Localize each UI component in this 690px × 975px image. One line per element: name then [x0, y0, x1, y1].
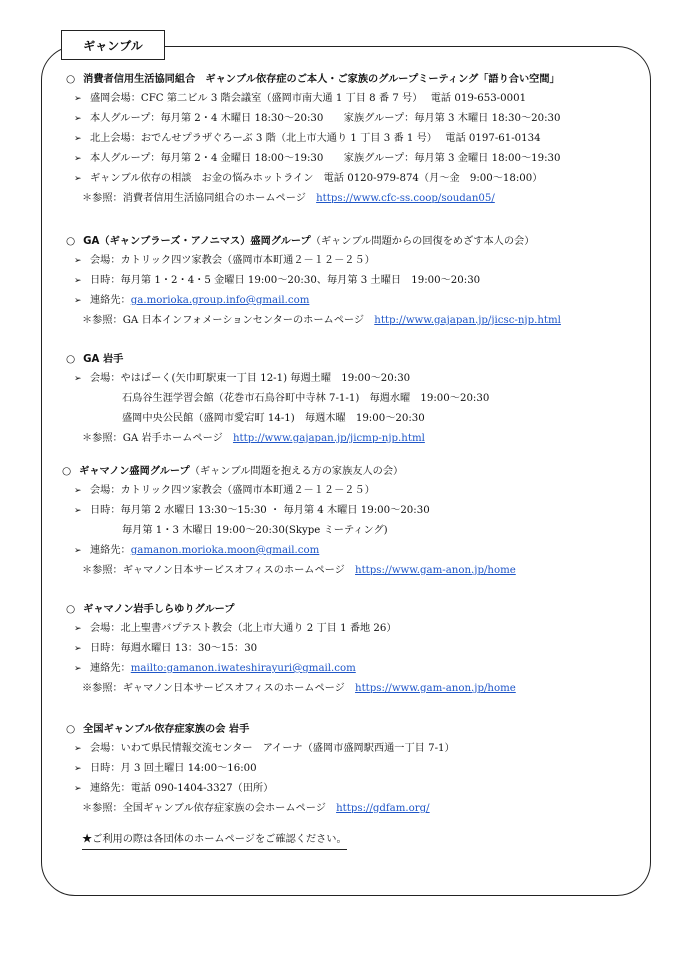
- homepage-link[interactable]: http://www.gajapan.jp/jicmp-njp.html: [232, 433, 425, 444]
- arrow-bullet-icon: ➢: [74, 174, 82, 184]
- reference-label: ＊参照：ギャマノン日本サービスオフィスのホームページ: [82, 565, 356, 576]
- info-text: 会場：カトリック四ツ家教会（盛岡市本町通２－１２－２５）: [90, 255, 375, 266]
- arrow-bullet-icon: ➢: [74, 154, 82, 164]
- info-line: [74, 782, 273, 796]
- reference-line: [82, 802, 430, 816]
- reference-label: ＊参照：GA 岩手ホームページ: [82, 433, 233, 444]
- homepage-link[interactable]: https://www.gam-anon.jp/home: [355, 683, 516, 694]
- contact-email-link[interactable]: gamanon.morioka.moon@gmail.com: [130, 545, 320, 556]
- info-text: 会場：やはぱーく(矢巾町駅東一丁目 12-1) 毎週土曜 19:00～20:30: [90, 373, 411, 384]
- section-subtitle: （ギャンブル問題を抱える方の家族友人の会）: [189, 466, 404, 477]
- circle-bullet-icon: ○: [66, 353, 76, 365]
- info-text: 盛岡会場：CFC 第二ビル 3 階会議室（盛岡市南大通 1 丁目 8 番 7 号） 電話 019-653-0001: [90, 93, 527, 104]
- circle-bullet-icon: ○: [66, 73, 76, 85]
- info-text: 本人グループ：毎月第 2・4 木曜日 18:30～20:30 家族グループ：毎月第 3 木曜日 18:30～20:30: [90, 113, 561, 124]
- section-heading: [66, 234, 534, 249]
- info-line: [74, 132, 541, 146]
- info-text: ギャンブル依存の相談 お金の悩みホットライン 電話 0120-979-874（月～金 9:00～18:00）: [90, 173, 543, 184]
- section-heading: [66, 352, 123, 367]
- info-line: [122, 412, 425, 426]
- info-line: [74, 662, 356, 676]
- info-line: [74, 254, 375, 268]
- reference-label: ＊参照：全国ギャンブル依存症家族の会ホームページ: [82, 803, 337, 814]
- arrow-bullet-icon: ➢: [74, 624, 82, 634]
- info-line: [74, 172, 542, 186]
- circle-bullet-icon: ○: [66, 603, 76, 615]
- info-text: 連絡先：電話 090-1404-3327（田所）: [90, 783, 274, 794]
- section-title: ギャマノン盛岡グループ: [79, 466, 190, 477]
- info-line: [74, 742, 455, 756]
- section-title: GA 岩手: [83, 354, 124, 365]
- homepage-link[interactable]: https://www.gam-anon.jp/home: [355, 565, 516, 576]
- section-heading: [66, 602, 234, 617]
- arrow-bullet-icon: ➢: [74, 764, 82, 774]
- section-title: 全国ギャンブル依存症家族の会 岩手: [83, 724, 250, 735]
- info-line: [122, 392, 489, 406]
- footer-note: ★ご利用の際は各団体のホームページをご確認ください。: [82, 833, 347, 850]
- arrow-bullet-icon: ➢: [74, 784, 82, 794]
- contact-label: 連絡先：: [90, 663, 131, 674]
- arrow-bullet-icon: ➢: [74, 256, 82, 266]
- section-tab-title: ギャンブル: [61, 30, 165, 60]
- contact-email-link[interactable]: ga.morioka.group.info@gmail.com: [130, 295, 310, 306]
- info-text: 会場：いわて県民情報交流センター アイーナ（盛岡市盛岡駅西通一丁目 7-1）: [90, 743, 455, 754]
- reference-label: ＊参照：消費者信用生活協同組合のホームページ: [82, 193, 317, 204]
- reference-line: [82, 314, 561, 328]
- info-line: [74, 484, 375, 498]
- arrow-bullet-icon: ➢: [74, 546, 82, 556]
- info-line: [74, 294, 309, 308]
- info-line: [74, 112, 561, 126]
- arrow-bullet-icon: ➢: [74, 374, 82, 384]
- arrow-bullet-icon: ➢: [74, 744, 82, 754]
- section-heading: [66, 72, 560, 87]
- arrow-bullet-icon: ➢: [74, 486, 82, 496]
- info-text-continued: 盛岡中央公民館（盛岡市愛宕町 14-1) 毎週木曜 19:00～20:30: [122, 413, 425, 424]
- arrow-bullet-icon: ➢: [74, 276, 82, 286]
- info-text: 日時：毎月第 2 水曜日 13:30～15:30 ・ 毎月第 4 木曜日 19:00～20:30: [90, 505, 430, 516]
- section-subtitle: （ギャンブル問題からの回復をめざす本人の会）: [310, 236, 535, 247]
- homepage-link[interactable]: https://gdfam.org/: [336, 803, 430, 814]
- section-heading: [66, 722, 249, 737]
- info-line: [74, 762, 257, 776]
- circle-bullet-icon: ○: [62, 465, 72, 477]
- info-text-continued: 毎月第 1・3 木曜日 19:00～20:30(Skype ミーティング): [122, 525, 388, 536]
- contact-email-link[interactable]: mailto:gamanon.iwateshirayuri@gmail.com: [130, 663, 356, 674]
- reference-label: ※参照：ギャマノン日本サービスオフィスのホームページ: [82, 683, 356, 694]
- arrow-bullet-icon: ➢: [74, 114, 82, 124]
- info-line: [74, 622, 397, 636]
- homepage-link[interactable]: https://www.cfc-ss.coop/soudan05/: [316, 193, 495, 204]
- info-text: 会場：北上聖書バプテスト教会（北上市大通り 2 丁目 1 番地 26）: [90, 623, 397, 634]
- info-text: 北上会場：おでんせプラザぐろーぶ 3 階（北上市大通り 1 丁目 3 番 1 号） 電話 0197-61-0134: [90, 133, 541, 144]
- reference-label: ＊参照：GA 日本インフォメーションセンターのホームページ: [82, 315, 375, 326]
- info-text: 日時：毎月第 1・2・4・5 金曜日 19:00～20:30、毎月第 3 土曜日 19:00～20:30: [90, 275, 481, 286]
- info-text: 会場：カトリック四ツ家教会（盛岡市本町通２－１２－２５）: [90, 485, 375, 496]
- contact-label: 連絡先：: [90, 295, 131, 306]
- reference-line: [82, 564, 516, 578]
- homepage-link[interactable]: http://www.gajapan.jp/jicsc-njp.html: [374, 315, 561, 326]
- info-line: [74, 92, 526, 106]
- info-line: [74, 504, 430, 518]
- info-line: [74, 274, 480, 288]
- section-title: 消費者信用生活協同組合 ギャンブル依存症のご本人・ご家族のグループミーティング「語り合い空間」: [83, 74, 560, 85]
- info-line: [74, 372, 410, 386]
- reference-line: [82, 432, 425, 446]
- section-title: GA（ギャンブラーズ・アノニマス）盛岡グループ: [83, 236, 311, 247]
- info-text: 日時：月 3 回土曜日 14:00～16:00: [90, 763, 257, 774]
- info-text: 日時：毎週水曜日 13：30～15：30: [90, 643, 258, 654]
- info-line: [74, 152, 561, 166]
- section-title: ギャマノン岩手しらゆりグループ: [83, 604, 235, 615]
- info-text-continued: 石鳥谷生涯学習会館（花巻市石鳥谷町中寺林 7-1-1) 毎週水曜 19:00～20:30: [122, 393, 490, 404]
- arrow-bullet-icon: ➢: [74, 296, 82, 306]
- section-heading: [62, 464, 403, 479]
- info-line: [74, 544, 319, 558]
- circle-bullet-icon: ○: [66, 723, 76, 735]
- reference-line: [82, 192, 495, 206]
- arrow-bullet-icon: ➢: [74, 134, 82, 144]
- contact-label: 連絡先：: [90, 545, 131, 556]
- info-line: [74, 642, 257, 656]
- info-line: [122, 524, 388, 538]
- arrow-bullet-icon: ➢: [74, 506, 82, 516]
- arrow-bullet-icon: ➢: [74, 94, 82, 104]
- reference-line: [82, 682, 516, 696]
- arrow-bullet-icon: ➢: [74, 644, 82, 654]
- info-text: 本人グループ：毎月第 2・4 金曜日 18:00～19:30 家族グループ：毎月第 3 金曜日 18:00～19:30: [90, 153, 561, 164]
- arrow-bullet-icon: ➢: [74, 664, 82, 674]
- circle-bullet-icon: ○: [66, 235, 76, 247]
